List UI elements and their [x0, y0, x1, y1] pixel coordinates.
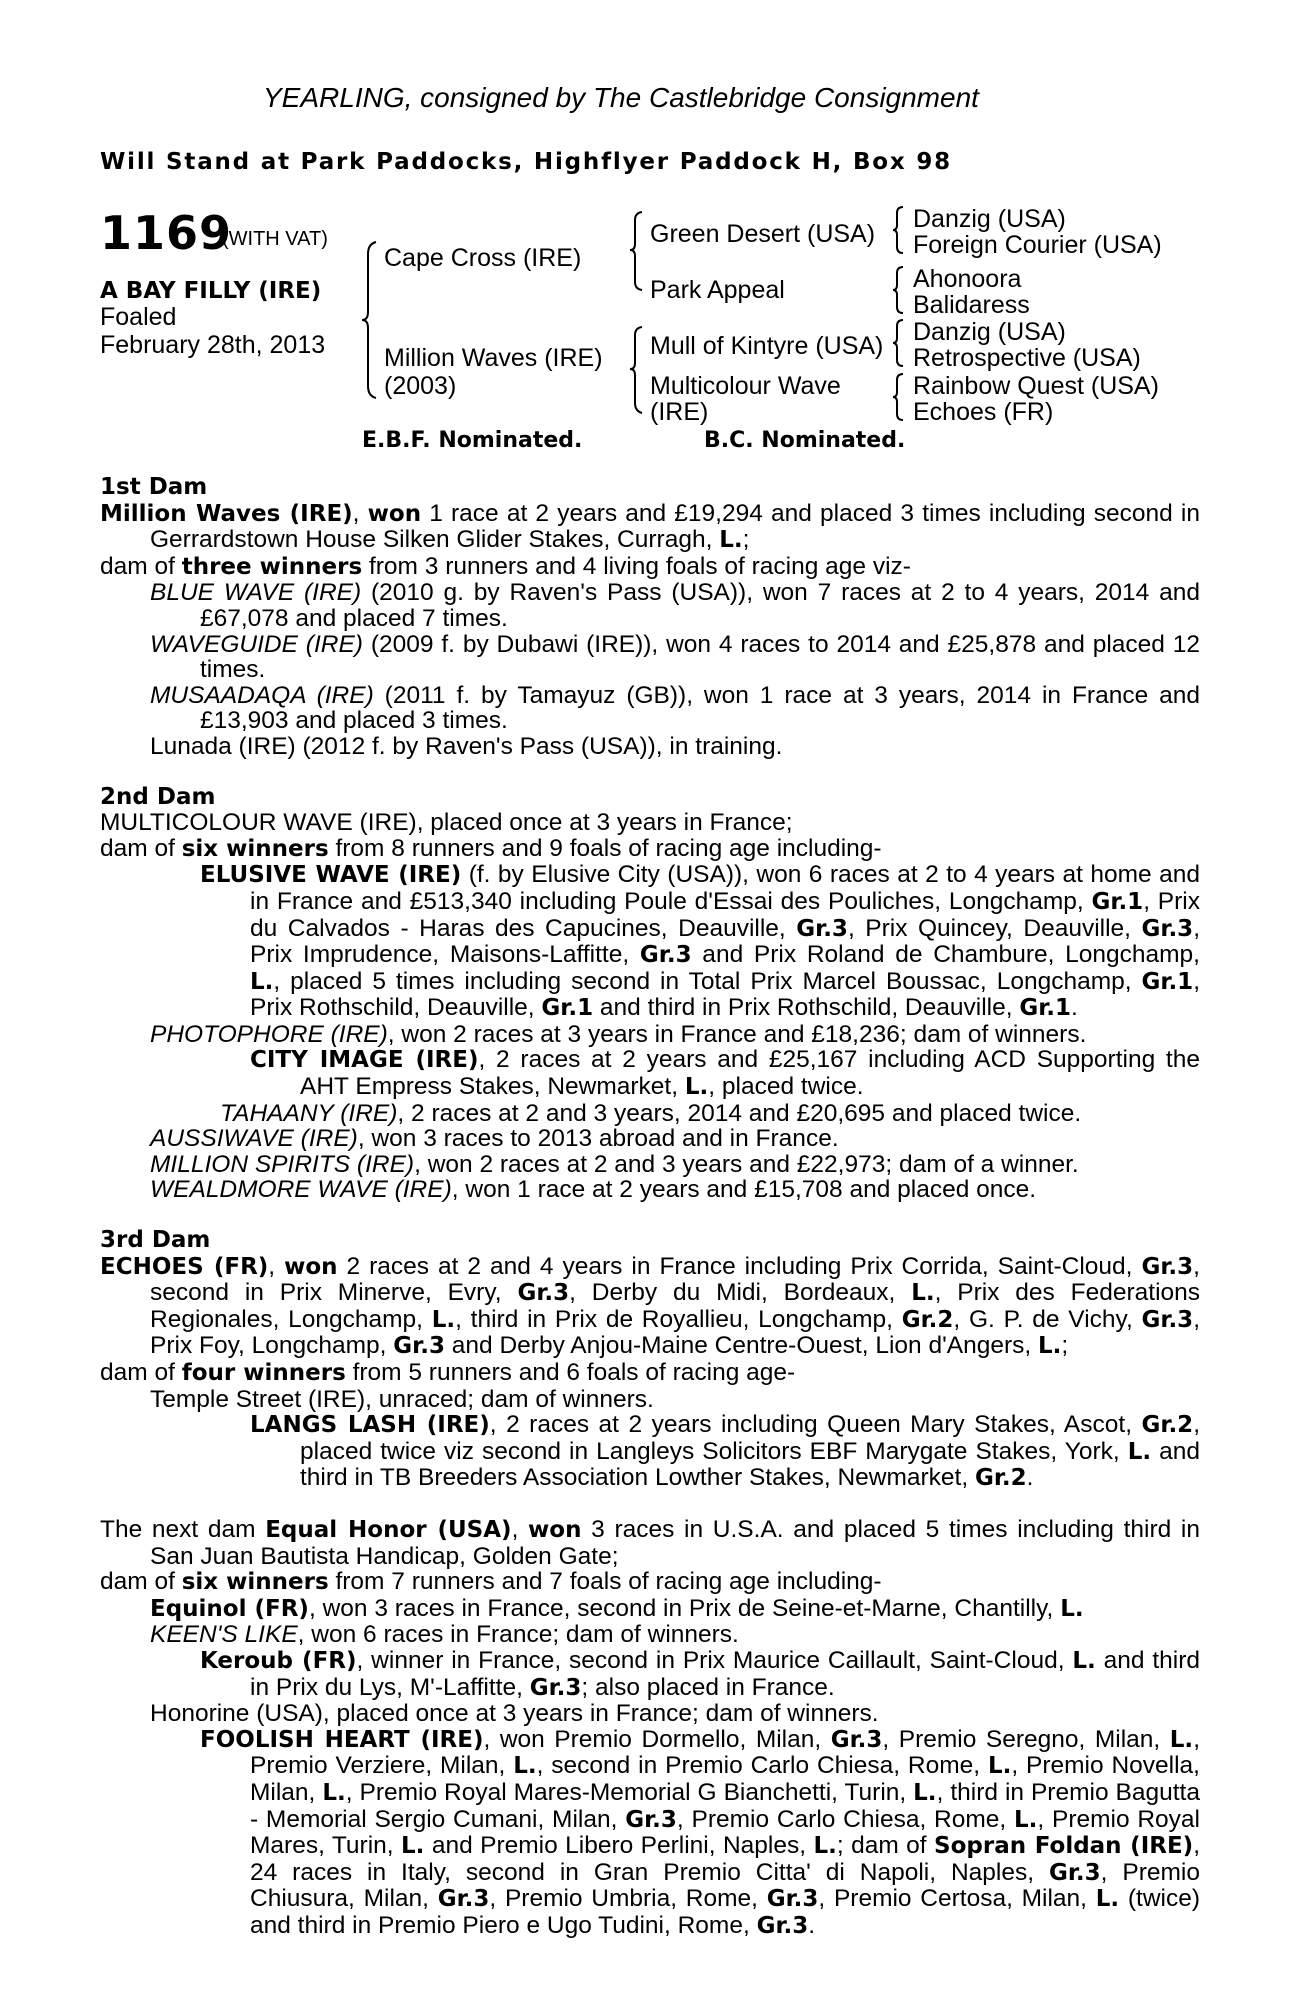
pedigree-brace-g1 — [893, 205, 907, 255]
produce-musaadaqa: MUSAADAQA (IRE) (2011 f. by Tamayuz (GB)), won 1 race at 3 years, 2014 in France and £13,903 and placed 3 times. — [150, 681, 1200, 735]
pedigree-brace-g3 — [893, 318, 907, 368]
produce-record — [100, 475, 1200, 1939]
bc-nominated: B.C. Nominated. — [704, 428, 906, 453]
produce-photophore: PHOTOPHORE (IRE), won 2 races at 3 years in France and £18,236; dam of winners. — [150, 1020, 1087, 1048]
sire-name: Cape Cross (IRE) — [384, 244, 582, 272]
dam-year: (2003) — [384, 372, 457, 400]
produce-foolish-heart: FOOLISH HEART (IRE), won Premio Dormello, Milan, Gr.3, Premio Seregno, Milan, L., Premio Verziere, Milan, L., second in Premio Carlo Chiesa, Rome, L., Premio Novella, Milan, L., Premio Royal Mares-Memorial G Bianchetti, Turin, L., third in Premio Bagutta - Memorial Sergio Cumani, Milan, Gr.3, Premio Carlo Chiesa, Rome, L., Premio Royal Mares, Turin, L. and Premio Libero Perlini, Naples, L.; dam of Sopran Foldan (IRE), 24 races in Italy, second in Gran Premio Citta' di Napoli, Naples, Gr.3, Premio Chiusura, Milan, Gr.3, Premio Umbria, Rome, Gr.3, Premio Certosa, Milan, L. (twice) and third in Premio Piero e Ugo Tudini, Rome, Gr.3. — [200, 1725, 1201, 1939]
lot-number: 1169 — [100, 206, 233, 260]
first-dam-record: Million Waves (IRE), won 1 race at 2 years and £19,294 and placed 3 times including second in Gerrardstown House Silken Glider Stakes, Curragh, L.; — [100, 499, 1200, 554]
foaled-date: February 28th, 2013 — [100, 331, 326, 359]
granddam-5: Danzig (USA) — [913, 318, 1066, 346]
granddam-7: Rainbow Quest (USA) — [913, 372, 1159, 400]
granddam-4: Balidaress — [913, 291, 1030, 319]
lot-title: A BAY FILLY (IRE) — [100, 278, 322, 304]
produce-temple-street: Temple Street (IRE), unraced; dam of winners. — [150, 1385, 654, 1413]
granddam-1: Danzig (USA) — [913, 205, 1066, 233]
produce-lunada: Lunada (IRE) (2012 f. by Raven's Pass (USA)), in training. — [150, 732, 783, 760]
produce-elusive-wave: ELUSIVE WAVE (IRE) (f. by Elusive City (USA)), won 6 races at 2 to 4 years at home and in France and £513,340 including Poule d'Essai des Pouliches, Longchamp, Gr.1, Prix du Calvados - Haras des Capucines, Deauville, Gr.3, Prix Quincey, Deauville, Gr.3, Prix Imprudence, Maisons-Laffitte, Gr.3 and Prix Roland de Chambure, Longchamp, L., placed 5 times including second in Total Prix Marcel Boussac, Longchamp, Gr.1, Prix Rothschild, Deauville, Gr.1 and third in Prix Rothschild, Deauville, Gr.1. — [200, 861, 1201, 1022]
pedigree-brace-dam — [630, 325, 646, 415]
third-dam-heading: 3rd Dam — [100, 1227, 211, 1254]
first-dam-produce: dam of three winners from 3 runners and 4 living foals of racing age viz- — [100, 552, 911, 580]
sire-sire: Green Desert (USA) — [650, 220, 876, 248]
second-dam-heading: 2nd Dam — [100, 783, 216, 810]
produce-waveguide: WAVEGUIDE (IRE) (2009 f. by Dubawi (IRE)), won 4 races to 2014 and £25,878 and placed 12 times. — [150, 630, 1200, 684]
dam-dam-line2: (IRE) — [650, 398, 709, 426]
pedigree-brace-left — [362, 240, 382, 400]
granddam-8: Echoes (FR) — [913, 398, 1054, 426]
stand-location: Will Stand at Park Paddocks, Highflyer Paddock H, Box 98 — [100, 149, 952, 175]
granddam-3: Ahonoora — [913, 265, 1022, 293]
dam-name: Million Waves (IRE) — [384, 344, 603, 372]
second-dam-record: MULTICOLOUR WAVE (IRE), placed once at 3 years in France; — [100, 809, 793, 837]
next-dam-produce: dam of six winners from 7 runners and 7 foals of racing age including- — [100, 1568, 882, 1596]
produce-keens-like: KEEN'S LIKE, won 6 races in France; dam of winners. — [150, 1621, 739, 1649]
produce-blue-wave: BLUE WAVE (IRE) (2010 g. by Raven's Pass (USA)), won 7 races at 2 to 4 years, 2014 and £67,078 and placed 7 times. — [150, 579, 1200, 632]
third-dam-record: ECHOES (FR), won 2 races at 2 and 4 years in France including Prix Corrida, Saint-Cloud, Gr.3, second in Prix Minerve, Evry, Gr.3, Derby du Midi, Bordeaux, L., Prix des Federations Regionales, Longchamp, L., third in Prix de Royallieu, Longchamp, Gr.2, G. P. de Vichy, Gr.3, Prix Foy, Longchamp, Gr.3 and Derby Anjou-Maine Centre-Ouest, Lion d'Angers, L.; — [100, 1252, 1201, 1360]
produce-aussiwave: AUSSIWAVE (IRE), won 3 races to 2013 abroad and in France. — [150, 1125, 839, 1153]
produce-equinol: Equinol (FR), won 3 races in France, second in Prix de Seine-et-Marne, Chantilly, L. — [150, 1594, 1084, 1622]
sire-dam: Park Appeal — [650, 276, 785, 304]
first-dam-heading: 1st Dam — [100, 474, 208, 500]
pedigree-brace-g4 — [893, 372, 907, 422]
second-dam-produce: dam of six winners from 8 runners and 9 foals of racing age including- — [100, 834, 882, 862]
produce-keroub: Keroub (FR), winner in France, second in Prix Maurice Caillault, Saint-Cloud, L. and third in Prix du Lys, M'-Laffitte, Gr.3; also placed in France. — [200, 1646, 1201, 1701]
pedigree-brace-g2 — [893, 265, 907, 315]
third-dam-produce: dam of four winners from 5 runners and 6 foals of racing age- — [100, 1359, 796, 1386]
produce-million-spirits: MILLION SPIRITS (IRE), won 2 races at 2 and 3 years and £22,973; dam of a winner. — [150, 1150, 1079, 1178]
produce-honorine: Honorine (USA), placed once at 3 years in France; dam of winners. — [150, 1700, 879, 1728]
pedigree-brace-sire — [630, 210, 646, 292]
granddam-6: Retrospective (USA) — [913, 344, 1141, 372]
dam-dam-line1: Multicolour Wave — [650, 372, 841, 400]
produce-city-image: CITY IMAGE (IRE), 2 races at 2 years and £25,167 including ACD Supporting the AHT Empress Stakes, Newmarket, L., placed twice. — [250, 1046, 1200, 1101]
consignment-header: YEARLING, consigned by The Castlebridge Consignment — [263, 82, 979, 113]
produce-langs-lash: LANGS LASH (IRE), 2 races at 2 years including Queen Mary Stakes, Ascot, Gr.2, placed twice viz second in Langleys Solicitors EBF Marygate Stakes, York, L. and third in TB Breeders Association Lowther Stakes, Newmarket, Gr.2. — [250, 1411, 1200, 1492]
next-dam-record: The next dam Equal Honor (USA), won 3 races in U.S.A. and placed 5 times including third in San Juan Bautista Handicap, Golden Gate; — [100, 1515, 1200, 1570]
dam-sire: Mull of Kintyre (USA) — [650, 332, 884, 360]
produce-tahaany: TAHAANY (IRE), 2 races at 2 and 3 years, 2014 and £20,695 and placed twice. — [220, 1099, 1082, 1127]
ebf-nominated: E.B.F. Nominated. — [362, 428, 583, 453]
foaled-label: Foaled — [100, 303, 177, 331]
granddam-2: Foreign Courier (USA) — [913, 231, 1162, 259]
vat-label: (WITH VAT) — [222, 228, 328, 250]
produce-wealdmore-wave: WEALDMORE WAVE (IRE), won 1 race at 2 years and £15,708 and placed once. — [150, 1176, 1037, 1204]
